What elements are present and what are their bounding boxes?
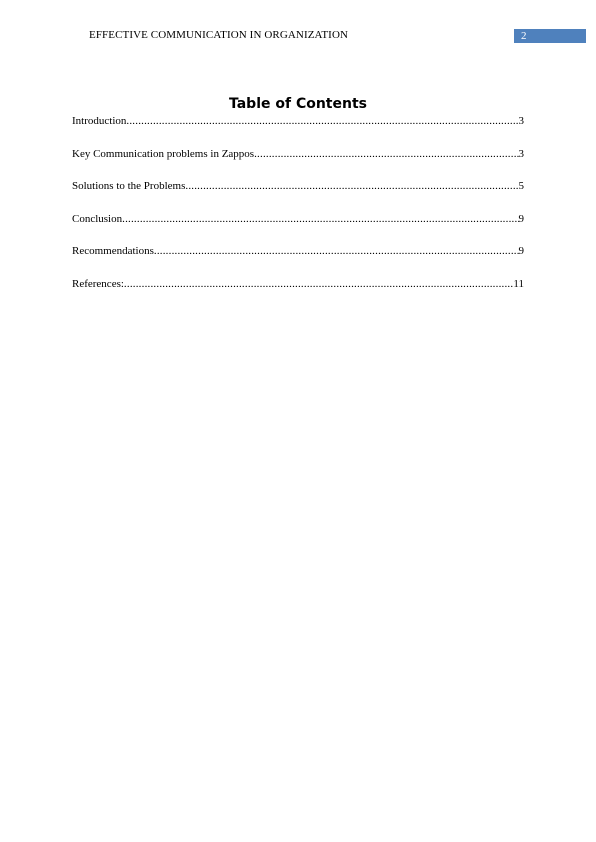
toc-dot-leader xyxy=(254,147,518,161)
toc-heading: Table of Contents xyxy=(228,96,367,112)
toc-dot-leader xyxy=(126,114,518,128)
toc-entry-label: Introduction xyxy=(72,115,127,127)
toc-entry-label: Key Communication problems in Zappos xyxy=(72,147,255,160)
toc-dot-leader xyxy=(124,277,513,291)
toc-entry-references[interactable] xyxy=(72,277,524,291)
page-number-badge: 2 xyxy=(514,29,586,43)
toc-entry-introduction[interactable] xyxy=(72,114,524,128)
toc-list xyxy=(72,114,524,309)
toc-dot-leader xyxy=(154,244,519,258)
toc-entry-page: 9 xyxy=(518,212,524,225)
running-header-title: EFFECTIVE COMMUNICATION IN ORGANIZATION xyxy=(89,29,349,41)
toc-entry-label: Conclusion xyxy=(72,212,123,225)
toc-entry-recommendations[interactable] xyxy=(72,244,524,258)
toc-entry-conclusion[interactable] xyxy=(72,212,524,226)
toc-entry-page: 11 xyxy=(513,277,524,290)
toc-entry-label: Solutions to the Problems xyxy=(72,180,186,192)
toc-dot-leader xyxy=(185,179,518,193)
toc-entry-label: Recommendations xyxy=(72,245,154,257)
toc-entry-key-communication-problems[interactable] xyxy=(72,147,524,161)
toc-entry-solutions[interactable] xyxy=(72,179,524,193)
toc-entry-page: 9 xyxy=(518,245,524,257)
toc-entry-page: 3 xyxy=(518,115,524,127)
toc-entry-label: References: xyxy=(72,277,124,290)
toc-dot-leader xyxy=(122,212,518,226)
toc-entry-page: 3 xyxy=(518,147,524,160)
toc-entry-page: 5 xyxy=(518,180,524,192)
